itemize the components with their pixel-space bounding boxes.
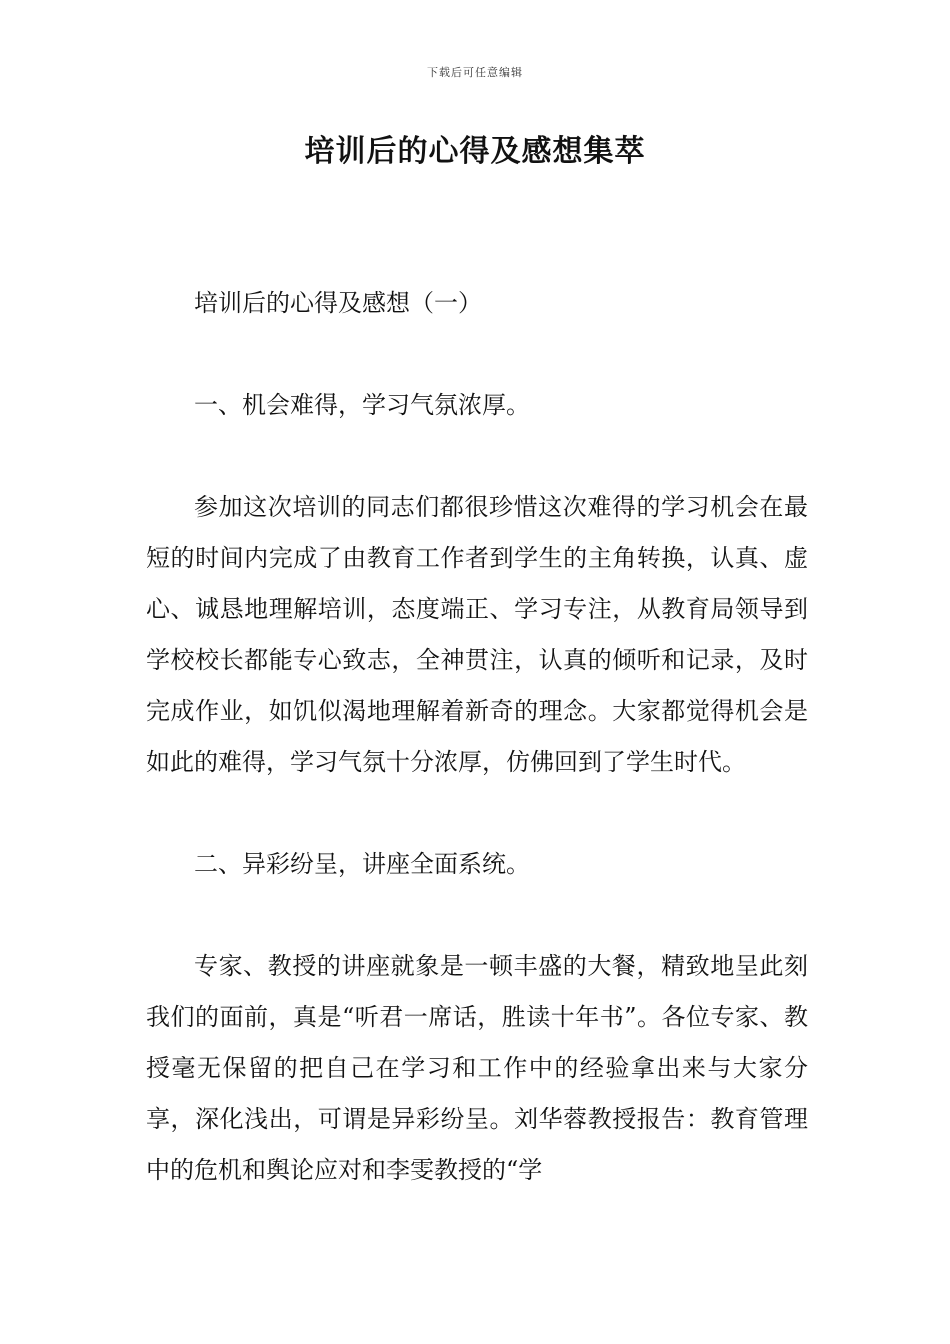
- section-2-paragraph: 专家、教授的讲座就象是一顿丰盛的大餐，精致地呈此刻我们的面前，真是“听君一席话，胜读十年书”。各位专家、教授毫无保留的把自己在学习和工作中的经验拿出来与大家分享，深化浅出，可谓是异彩纷呈。刘华蓉教授报告：教育管理中的危机和舆论应对和李雯教授的“学: [146, 952, 808, 1184]
- section-1-paragraph: 参加这次培训的同志们都很珍惜这次难得的学习机会在最短的时间内完成了由教育工作者到学生的主角转换，认真、虚心、诚恳地理解培训，态度端正、学习专注，从教育局领导到学校校长都能专心致志，全神贯注，认真的倾听和记录，及时完成作业，如饥似渴地理解着新奇的理念。大家都觉得机会是如此的难得，学习气氛十分浓厚，仿佛回到了学生时代。: [146, 493, 808, 776]
- spacer: [146, 788, 808, 839]
- section-1-heading: 一、机会难得，学习气氛浓厚。: [194, 391, 530, 419]
- spacer: [146, 329, 808, 380]
- spacer: [146, 431, 808, 482]
- header-note: 下载后可任意编辑: [427, 66, 523, 79]
- document-title: 培训后的心得及感想集萃: [304, 134, 646, 169]
- document-subtitle: 培训后的心得及感想（一）: [194, 289, 482, 317]
- spacer: [146, 890, 808, 941]
- document-body: [146, 278, 808, 1196]
- section-2-heading: 二、异彩纷呈，讲座全面系统。: [194, 850, 530, 878]
